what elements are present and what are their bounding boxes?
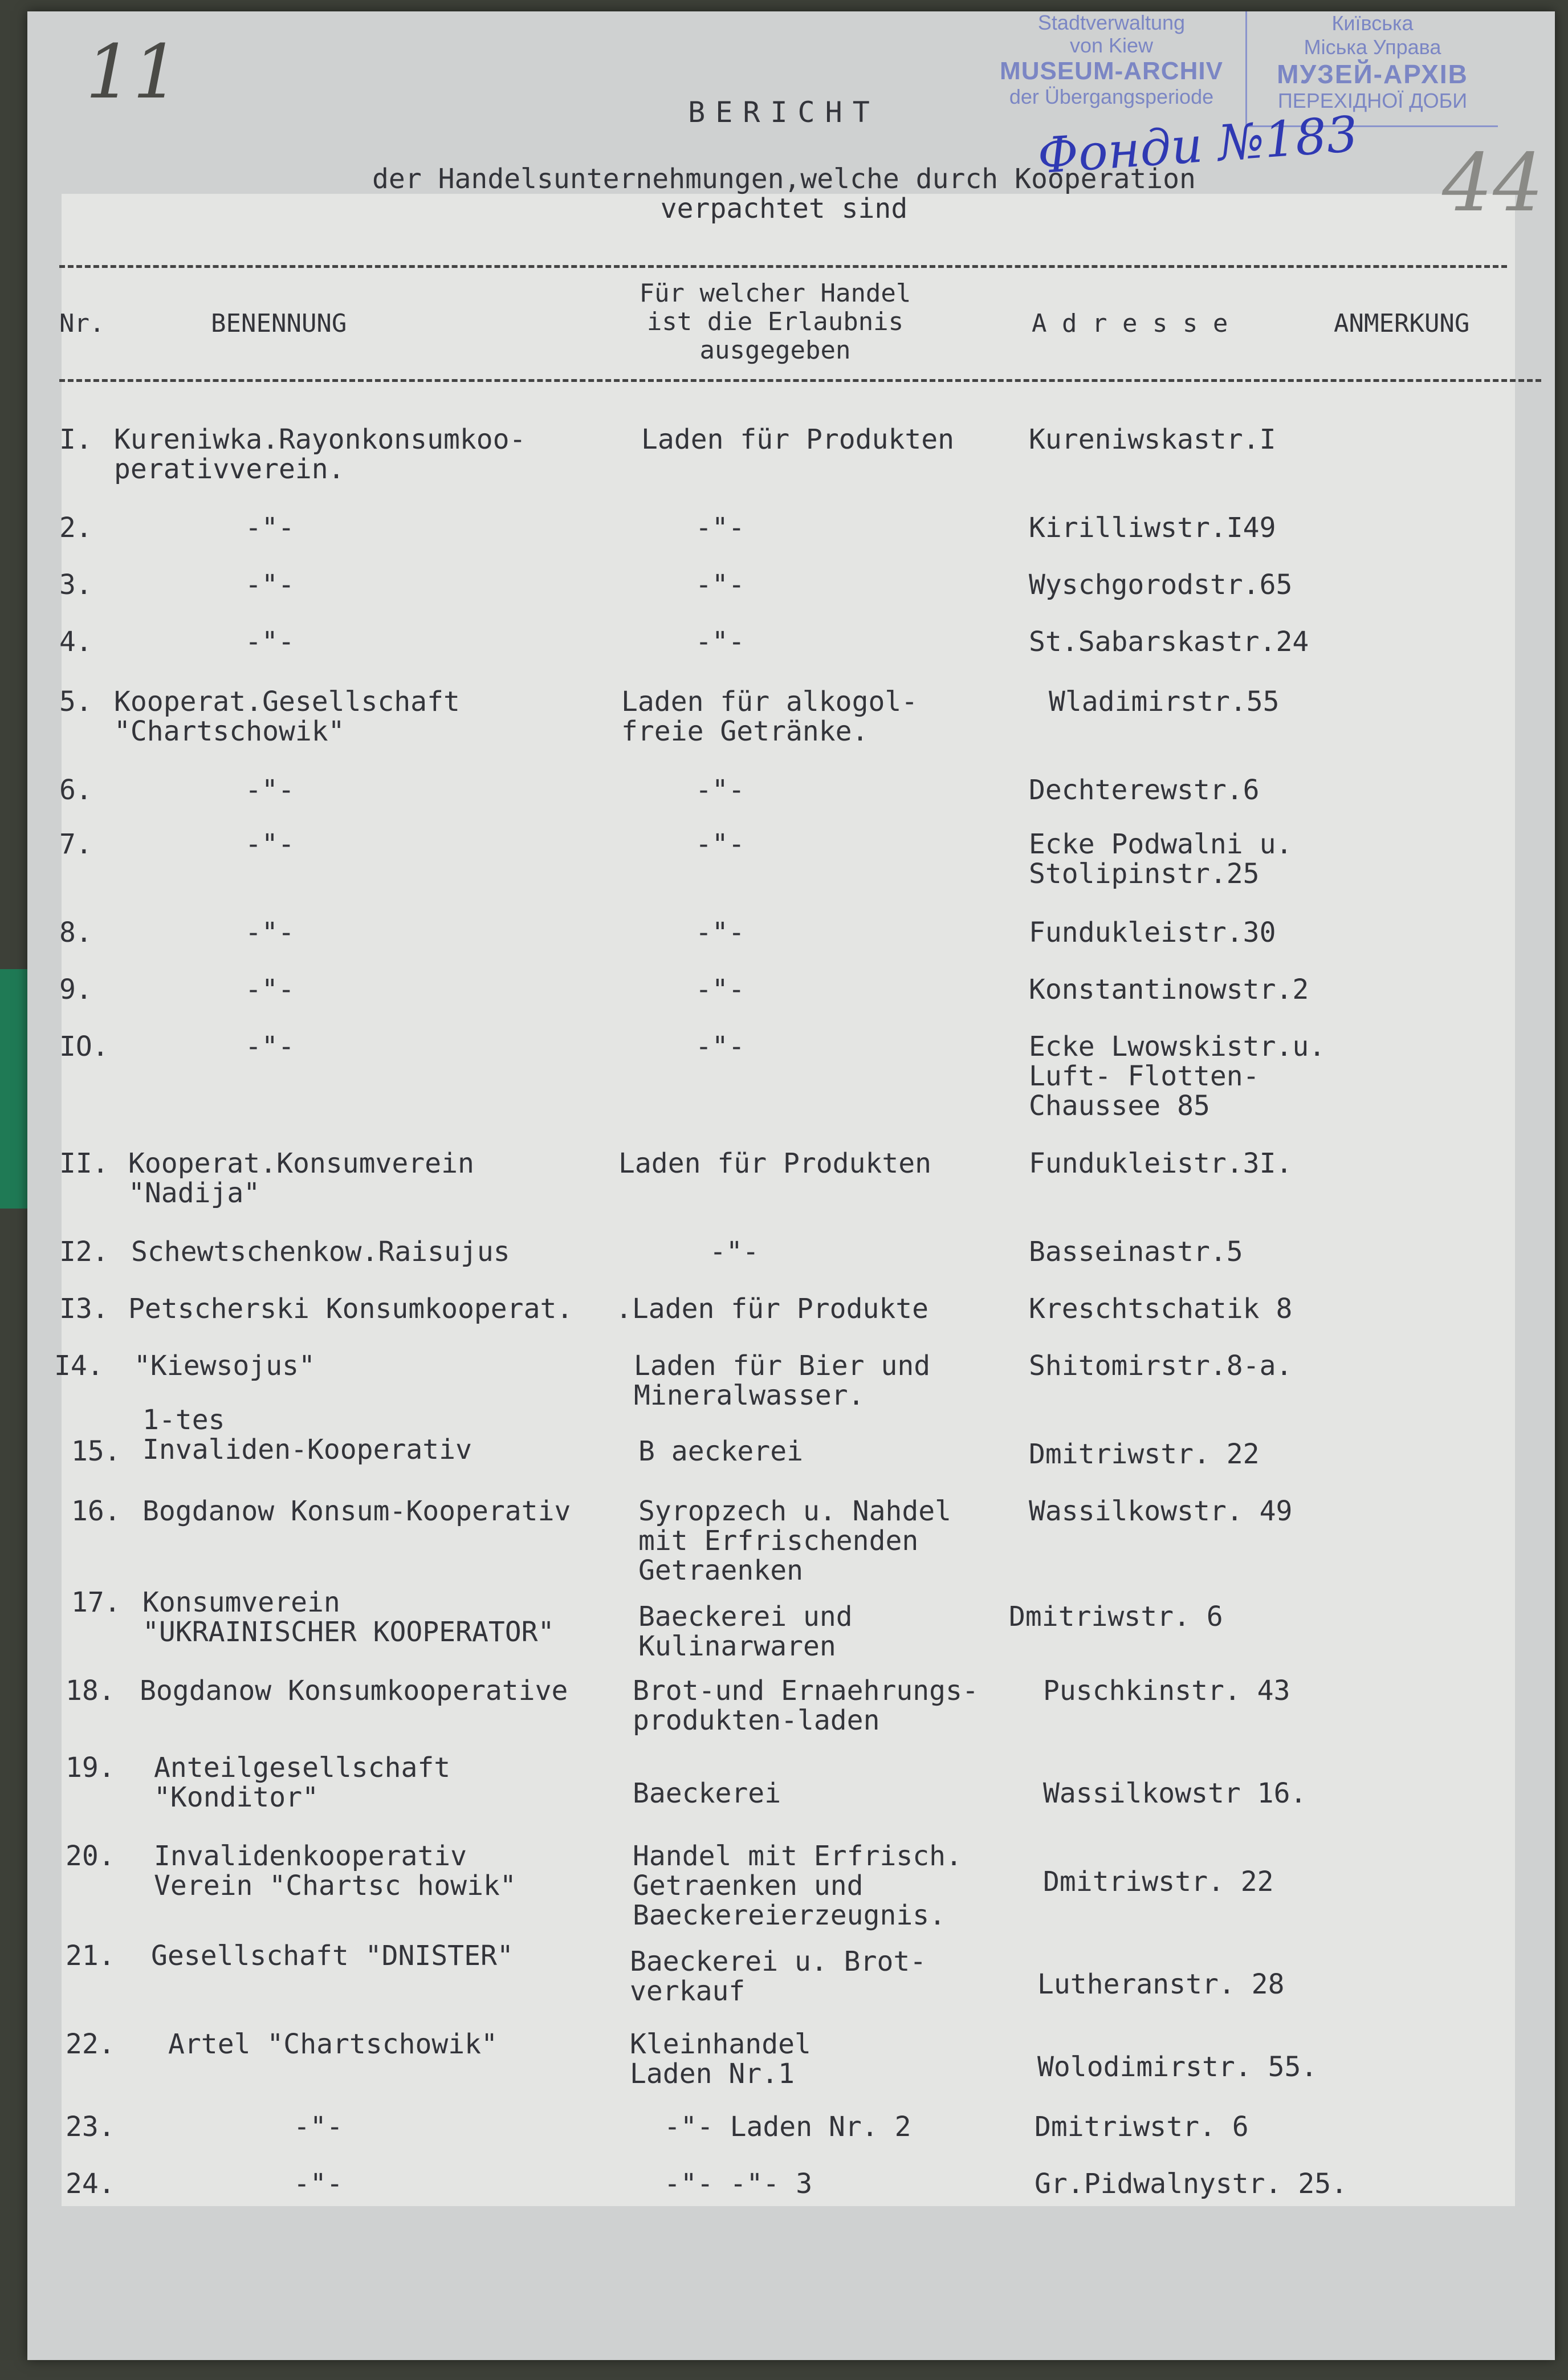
row-number: II. bbox=[59, 1148, 109, 1179]
row-trade: -"- bbox=[695, 828, 745, 860]
dashed-rule-header bbox=[59, 379, 1541, 382]
row-name: Artel "Chartschowik" bbox=[168, 2028, 498, 2060]
row-name: Anteilgesellschaft "Konditor" bbox=[154, 1752, 451, 1813]
row-address: Gr.Pidwalnystr. 25. bbox=[1035, 2168, 1348, 2200]
column-header-name: BENENNUNG bbox=[211, 309, 347, 338]
row-address: Shitomirstr.8-a. bbox=[1029, 1350, 1293, 1382]
stamp-line: von Kiew bbox=[1069, 34, 1154, 57]
row-trade: Laden für Bier und Mineralwasser. bbox=[634, 1350, 931, 1411]
row-trade: B aeckerei bbox=[638, 1435, 803, 1467]
row-number: 20. bbox=[66, 1840, 115, 1872]
row-number: 19. bbox=[66, 1752, 115, 1784]
subtitle-line-2: verpachtet sind bbox=[660, 193, 908, 225]
column-header-trade: Für welcher Handel ist die Erlaubnis ausgegeben bbox=[639, 279, 911, 365]
row-number: 16. bbox=[71, 1495, 121, 1527]
row-trade: -"- bbox=[695, 917, 745, 949]
row-number: 6. bbox=[59, 774, 92, 806]
row-name: Kooperat.Gesellschaft "Chartschowik" bbox=[114, 686, 460, 747]
row-trade: -"- bbox=[695, 626, 745, 658]
stamp-line: Stadtverwaltung bbox=[1037, 11, 1186, 34]
row-address: Kreschtschatik 8 bbox=[1029, 1293, 1293, 1325]
row-trade: Baeckerei und Kulinarwaren bbox=[638, 1601, 853, 1662]
row-address: Ecke Lwowskistr.u. Luft- Flotten- Chaussee 85 bbox=[1029, 1031, 1326, 1122]
row-address: Dmitriwstr. 22 bbox=[1029, 1438, 1260, 1470]
row-address: Kureniwskastr.I bbox=[1029, 424, 1276, 455]
row-number: 15. bbox=[71, 1435, 121, 1467]
row-number: 17. bbox=[71, 1586, 121, 1618]
row-number: IO. bbox=[59, 1031, 109, 1063]
stamp-line: der Übergangsperiode bbox=[1009, 85, 1214, 108]
row-address: Puschkinstr. 43 bbox=[1043, 1675, 1290, 1707]
row-address: Konstantinowstr.2 bbox=[1029, 974, 1309, 1006]
row-name: -"- bbox=[245, 917, 295, 949]
row-name: Kureniwka.Rayonkonsumkoo- perativverein. bbox=[114, 424, 526, 485]
row-number: I4. bbox=[54, 1350, 104, 1382]
column-header-nr: Nr. bbox=[59, 309, 105, 338]
row-trade: Baeckerei bbox=[633, 1777, 781, 1809]
row-name: "Kiewsojus" bbox=[134, 1350, 315, 1382]
row-address: Dmitriwstr. 6 bbox=[1035, 2111, 1249, 2143]
row-address: Kirilliwstr.I49 bbox=[1029, 512, 1276, 544]
row-name: -"- bbox=[245, 569, 295, 601]
row-number: I3. bbox=[59, 1293, 109, 1325]
stamp-line: ПЕРЕХІДНОЇ ДОБИ bbox=[1277, 89, 1468, 112]
row-address: St.Sabarskastr.24 bbox=[1029, 626, 1309, 658]
row-address: Basseinastr.5 bbox=[1029, 1236, 1243, 1268]
row-number: 8. bbox=[59, 917, 92, 949]
row-name: -"- bbox=[245, 512, 295, 544]
row-trade: Kleinhandel Laden Nr.1 bbox=[630, 2028, 811, 2090]
row-name: -"- bbox=[245, 1031, 295, 1063]
row-trade: Laden für alkogol- freie Getränke. bbox=[621, 686, 918, 747]
row-number: 22. bbox=[66, 2028, 115, 2060]
row-name: Petscherski Konsumkooperat. bbox=[128, 1293, 573, 1325]
row-trade: .Laden für Produkte bbox=[616, 1293, 929, 1325]
row-name: -"- bbox=[245, 774, 295, 806]
row-name: -"- bbox=[245, 974, 295, 1006]
fond-number-note: Фонди №183 bbox=[1036, 105, 1360, 185]
page-number: 44 bbox=[1442, 137, 1544, 230]
row-address: Wassilkowstr 16. bbox=[1043, 1777, 1307, 1809]
row-number: 4. bbox=[59, 626, 92, 658]
row-trade: -"- bbox=[695, 1031, 745, 1063]
row-number: 3. bbox=[59, 569, 92, 601]
row-number: 9. bbox=[59, 974, 92, 1006]
column-header-remark: ANMERKUNG bbox=[1334, 309, 1470, 338]
top-left-mark: 11 bbox=[85, 29, 180, 115]
row-trade: Brot-und Ernaehrungs- produkten-laden bbox=[633, 1675, 979, 1736]
row-number: 7. bbox=[59, 828, 92, 860]
row-address: Dechterewstr.6 bbox=[1029, 774, 1260, 806]
subtitle-line-1: der Handelsunternehmungen,welche durch Kooperation bbox=[372, 163, 1196, 195]
stamp-line: Київська bbox=[1331, 11, 1414, 35]
row-trade: -"- -"- 3 bbox=[664, 2168, 813, 2200]
green-edge bbox=[0, 969, 27, 1209]
dashed-rule-top bbox=[59, 265, 1507, 268]
row-trade: Syropzech u. Nahdel mit Erfrischenden Getraenken bbox=[638, 1495, 952, 1586]
row-number: 18. bbox=[66, 1675, 115, 1707]
column-header-address: A d r e s s e bbox=[1032, 309, 1228, 338]
stamp-line: МУЗЕЙ-АРХІВ bbox=[1277, 59, 1468, 89]
row-number: 23. bbox=[66, 2111, 115, 2143]
row-name: -"- bbox=[294, 2168, 343, 2200]
row-trade: -"- bbox=[710, 1236, 759, 1268]
row-address: Ecke Podwalni u. Stolipinstr.25 bbox=[1029, 828, 1293, 890]
row-address: Dmitriwstr. 22 bbox=[1043, 1866, 1274, 1898]
row-name: -"- bbox=[294, 2111, 343, 2143]
row-name: Invalidenkooperativ Verein "Chartsc howik" bbox=[154, 1840, 516, 1902]
row-trade: Laden für Produkten bbox=[618, 1148, 932, 1179]
row-trade: -"- bbox=[695, 774, 745, 806]
row-name: Schewtschenkow.Raisujus bbox=[131, 1236, 510, 1268]
row-address: Fundukleistr.3I. bbox=[1029, 1148, 1293, 1179]
row-trade: -"- bbox=[695, 974, 745, 1006]
row-number: 24. bbox=[66, 2168, 115, 2200]
row-trade: Handel mit Erfrisch. Getraenken und Baeckereierzeugnis. bbox=[633, 1840, 962, 1931]
row-trade: -"- Laden Nr. 2 bbox=[664, 2111, 911, 2143]
row-name: Konsumverein "UKRAINISCHER KOOPERATOR" bbox=[142, 1586, 555, 1648]
row-number: 21. bbox=[66, 1940, 115, 1972]
row-number: 2. bbox=[59, 512, 92, 544]
row-address: Wolodimirstr. 55. bbox=[1037, 2051, 1318, 2083]
row-name: Bogdanow Konsumkooperative bbox=[140, 1675, 568, 1707]
row-trade: -"- bbox=[695, 512, 745, 544]
row-number: 5. bbox=[59, 686, 92, 718]
stamp-line: MUSEUM-ARCHIV bbox=[1000, 57, 1223, 85]
row-name: 1-tes Invaliden-Kooperativ bbox=[142, 1404, 472, 1466]
row-name: Gesellschaft "DNISTER" bbox=[151, 1940, 514, 1972]
row-number: I. bbox=[59, 424, 92, 455]
row-trade: Baeckerei u. Brot- verkauf bbox=[630, 1946, 927, 2007]
row-number: I2. bbox=[59, 1236, 109, 1268]
row-name: -"- bbox=[245, 626, 295, 658]
row-name: Kooperat.Konsumverein "Nadija" bbox=[128, 1148, 474, 1209]
row-address: Fundukleistr.30 bbox=[1029, 917, 1276, 949]
row-address: Wyschgorodstr.65 bbox=[1029, 569, 1293, 601]
row-address: Wladimirstr.55 bbox=[1049, 686, 1280, 718]
row-name: Bogdanow Konsum-Kooperativ bbox=[142, 1495, 571, 1527]
row-address: Wassilkowstr. 49 bbox=[1029, 1495, 1293, 1527]
document-subtitle bbox=[0, 164, 1568, 223]
row-address: Dmitriwstr. 6 bbox=[1009, 1601, 1223, 1633]
row-trade: -"- bbox=[695, 569, 745, 601]
stamp-line: Міська Управа bbox=[1304, 35, 1441, 59]
row-trade: Laden für Produkten bbox=[641, 424, 955, 455]
row-address: Lutheranstr. 28 bbox=[1037, 1968, 1285, 2000]
row-name: -"- bbox=[245, 828, 295, 860]
document-title: BERICHT bbox=[688, 96, 880, 129]
